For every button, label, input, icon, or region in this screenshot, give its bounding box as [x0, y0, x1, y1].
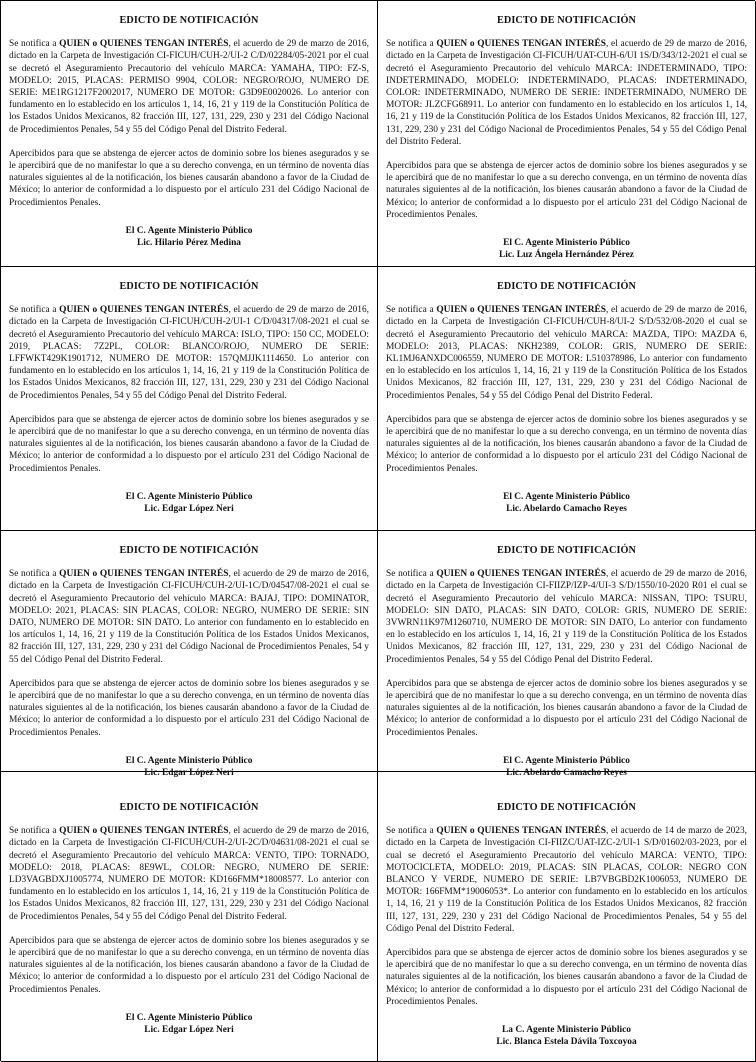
signer-name: Lic. Abelardo Camacho Reyes — [506, 768, 627, 779]
notice-4 — [378, 267, 756, 531]
notice-warning: Apercibidos para que se abstenga de ejercer actos de dominio sobre los bienes asegurados y se le apercibirá que de no manifestar lo que a su derecho convenga, en un término de noventa días naturales siguientes al de la notificación, los bienes causarán abandono a favor de la Ciudad de México; lo anterior de conformidad a lo dispuesto por el artículo 231 del Código Nacional de Procedimientos Penales. — [9, 935, 369, 995]
notice-warning: Apercibidos para que se abstenga de ejercer actos de dominio sobre los bienes asegurados y se le apercibirá que de no manifestar lo que a su derecho convenga, en un término de noventa días naturales siguientes al de la notificación, los bienes causarán abandono a favor de la Ciudad de México; lo anterior de conformidad a lo dispuesto por el artículo 231 del Código Nacional de Procedimientos Penales. — [386, 948, 747, 1007]
signer-name: Lic. Blanca Estela Dávila Toxcoyoa — [496, 1037, 637, 1048]
notice-body — [386, 304, 747, 402]
notice-warning: Apercibidos para que se abstenga de ejercer actos de dominio sobre los bienes asegurados y se le apercibirá que de no manifestar lo que a su derecho convenga, en un término de noventa días naturales siguientes al de la notificación, los bienes causarán abandono a favor de la Ciudad de México; lo anterior de conformidad a lo dispuesto por el artículo 231 del Código Nacional de Procedimientos Penales. — [386, 414, 747, 474]
notice-warning: Apercibidos para que se abstenga de ejercer actos de dominio sobre los bienes asegurados y se le apercibirá que de no manifestar lo que a su derecho convenga, en un término de noventa días naturales siguientes al de la notificación, los bienes causarán abandono a favor de la Ciudad de México; lo anterior de conformidad a lo dispuesto por el artículo 231 del Código Nacional de Procedimientos Penales. — [386, 161, 747, 220]
notice-lead: Se notifica a — [9, 569, 60, 580]
notice-warning: Apercibidos para que se abstenga de ejercer actos de dominio sobre los bienes asegurados y se le apercibirá que de no manifestar lo que a su derecho convenga, en un término de noventa días naturales siguientes al de la notificación, los bienes causarán abandono a favor de la Ciudad de México; lo anterior de conformidad a lo dispuesto por el artículo 231 del Código Nacional de Procedimientos Penales. — [9, 678, 369, 738]
signer-role: El C. Agente Ministerio Público — [503, 238, 630, 249]
signer-name: Lic. Luz Ángela Hernández Pérez — [499, 250, 634, 261]
signer-role: El C. Agente Ministerio Público — [125, 755, 253, 766]
notice-title: EDICTO DE NOTIFICACIÓN — [497, 15, 636, 26]
notice-lead: Se notifica a — [386, 39, 437, 50]
signer-name: Lic. Hilario Pérez Medina — [137, 238, 241, 249]
notice-text: , el acuerdo de 29 de marzo de 2016, dictado en la Carpeta de Investigación CI-FIIZP/IZP-4/UI-3 S/D/1550/10-2020 R01 el cual se decretó el Aseguramiento Precautorio del vehículo MARCA: NISSAN, TIPO: TSURU, MODELO: SIN DATO, PLACAS: SIN DATO, COLOR: GRIS, NUMERO DE SERIE: 3VWRN11K97M1260710, NUMERO DE MOTOR: SIN DATO, Lo anterior con fundamento en lo establecido en los artículos 1, 14, 16, 21 y 119 de la Constitución Política de los Estados Unidos Mexicanos, 82 fracción III, 127, 131, 229, 230 y 231 del Código Nacional de Procedimientos Penales, 54 y 55 del Código Penal del Distrito Federal. — [386, 569, 747, 665]
notice-5 — [1, 531, 378, 779]
notice-signature — [386, 1024, 747, 1048]
notice-lead: Se notifica a — [9, 39, 60, 50]
notice-title: EDICTO DE NOTIFICACIÓN — [497, 802, 636, 813]
notice-text: , el acuerdo de 29 de marzo de 2016, dictado en la Carpeta de Investigación CI-FICUH/CUH-2/UI-2 C/D/02284/05-2021 por el cual se decretó el Aseguramiento Precautorio del vehículo MARCA: YAMAHA, TIPO: FZ-S, MODELO: 2015, PLACAS: PERMISO 9904, COLOR: NEGRO/ROJO, NUMERO DE SERIE: ME1RG1217F2002017, NUMERO DE MOTOR: G3D9E0020026. Lo anterior con fundamento en lo establecido en los artículos 1, 14, 16, 21 y 119 de la Constitución Política de los Estados Unidos Mexicanos, 82 fracción III, 127, 131, 229, 230 y 231 del Código Nacional de Procedimientos Penales, 54 y 55 del Código Penal del Distrito Federal. — [9, 39, 369, 135]
notice-party: QUIEN o QUIENES TENGAN INTERÉS — [436, 826, 606, 837]
notice-party: QUIEN o QUIENES TENGAN INTERÉS — [59, 826, 229, 837]
notice-party: QUIEN o QUIENES TENGAN INTERÉS — [436, 569, 606, 580]
notice-party: QUIEN o QUIENES TENGAN INTERÉS — [436, 39, 606, 50]
notice-body — [9, 38, 369, 136]
notice-1 — [1, 1, 378, 267]
notice-lead: Se notifica a — [9, 826, 60, 837]
signer-role: El C. Agente Ministerio Público — [125, 225, 253, 236]
notice-text: , el acuerdo de 14 de marzo de 2023, dictado en la Carpeta de Investigación CI-FIIZC/UAT-IZC-2/UI-1 S/D/01602/03-2023, por el cual se decretó el Aseguramiento Precautorio del vehículo MARCA: VENTO, TIPO: MOTOCICLETA, MODELO: 2019, PLACAS: SIN PLACAS, COLOR: NEGRO CON BLANCO Y VERDE, NUMERO DE SERIE: LB7VBGBD2K1006053, NUMERO DE MOTOR: 166FMM*19006053*. Lo anterior con fundamento en lo establecido en los artículos 1, 14, 16, 21 y 119 de la Constitución Política de los Estados Unidos Mexicanos, 82 fracción III, 127, 131, 229, 230 y 231 del Código Nacional de Procedimientos Penales, 54 y 55 del Código Penal del Distrito Federal. — [386, 826, 747, 934]
notice-8 — [378, 772, 756, 1062]
notice-body — [9, 304, 369, 402]
notice-lead: Se notifica a — [386, 826, 437, 837]
notice-3 — [1, 267, 378, 531]
notice-lead: Se notifica a — [386, 305, 437, 316]
notice-signature — [386, 491, 747, 515]
notice-body — [386, 38, 747, 148]
notice-2 — [378, 1, 756, 267]
signer-name: Lic. Edgar López Neri — [144, 504, 234, 515]
notice-body — [9, 825, 369, 923]
signer-role: El C. Agente Ministerio Público — [503, 755, 630, 766]
notice-lead: Se notifica a — [9, 305, 60, 316]
notice-text: , el acuerdo de 29 de marzo de 2016, dictado en la Carpeta de Investigación CI-FICUH/CUH-8/UI-2 S/D/532/08-2020 el cual se decretó el Aseguramiento Precautorio del vehículo MARCA: MAZDA, TIPO: MAZDA 6, MODELO: 2013, PLACAS: NKH2389, COLOR: GRIS, NUMERO DE SERIE: KL1MJ6ANXDC006559, NUMERO DE MOTOR: L510378986, Lo anterior con fundamento en lo establecido en los artículos 1, 14, 16, 21 y 119 de la Constitución Política de los Estados Unidos Mexicanos, 82 fracción III, 127, 131, 229, 230 y 231 del Código Nacional de Procedimientos Penales, 54 y 55 del Código Penal del Distrito Federal. — [386, 305, 747, 401]
notice-body — [9, 568, 369, 666]
notice-party: QUIEN o QUIENES TENGAN INTERÉS — [436, 305, 606, 316]
notice-text: , el acuerdo de 29 de marzo de 2016, dictado en la Carpeta de Investigación CI-FICUH/UAT-CUH-6/UI 1S/D/343/12-2021 el cual se decretó el Aseguramiento Precautorio del vehículo MARCA: INDETERMINADO, TIPO: INDETERMINADO, MODELO: INDETERMINADO, PLACAS: INDETERMINADO, COLOR: INDETERMINADO, NUMERO DE SERIE: INDETERMINADO, NUMERO DE MOTOR: JLZCFG68911. Lo anterior con fundamento en lo establecido en los artículos 1, 14, 16, 21 y 119 de la Constitución Política de los Estados Unidos Mexicanos, 82 fracción III, 127, 131, 229, 230 y 231 del Código Nacional de Procedimientos Penales, 54 y 55 del Código Penal del Distrito Federal. — [386, 39, 747, 147]
notice-body — [386, 568, 747, 666]
notice-title: EDICTO DE NOTIFICACIÓN — [119, 281, 259, 292]
notice-title: EDICTO DE NOTIFICACIÓN — [119, 802, 259, 813]
notice-text: , el acuerdo de 29 de marzo de 2016, dictado en la Carpeta de Investigación CI-FICUH/CUH-2/UI-1 C/D/04317/08-2021 el cual se decretó el Aseguramiento Precautorio del vehículo MARCA: ISLO, TIPO: 150 CC, MODELO: 2019, PLACAS: 7Z2PL, COLOR: BLANCO/ROJO, NUMERO DE SERIE: LFFWKT429K1901712, NUMERO DE MOTOR: 157QMJJK1114650. Lo anterior con fundamento en lo establecido en los artículos 1, 14, 16, 21 y 119 de la Constitución Política de los Estados Unidos Mexicanos, 82 fracción III, 127, 131, 229, 230 y 231 del Código Nacional de Procedimientos Penales, 54 y 55 del Código Penal del Distrito Federal. — [9, 305, 369, 401]
signer-role: La C. Agente Ministerio Público — [502, 1025, 631, 1036]
signer-role: El C. Agente Ministerio Público — [503, 491, 630, 502]
signer-role: El C. Agente Ministerio Público — [125, 1012, 253, 1023]
notice-party: QUIEN o QUIENES TENGAN INTERÉS — [59, 569, 229, 580]
notice-6 — [378, 531, 756, 779]
notice-party: QUIEN o QUIENES TENGAN INTERÉS — [59, 39, 229, 50]
notice-signature — [9, 1012, 369, 1036]
notice-warning: Apercibidos para que se abstenga de ejercer actos de dominio sobre los bienes asegurados y se le apercibirá que de no manifestar lo que a su derecho convenga, en un término de noventa días naturales siguientes al de la notificación, los bienes causarán abandono a favor de la Ciudad de México; lo anterior de conformidad a lo dispuesto por el artículo 231 del Código Nacional de Procedimientos Penales. — [9, 414, 369, 474]
notice-title: EDICTO DE NOTIFICACIÓN — [497, 545, 636, 556]
notice-signature — [9, 491, 369, 515]
signer-name: Lic. Edgar López Neri — [144, 1025, 234, 1036]
notice-body — [386, 825, 747, 935]
notice-signature — [9, 225, 369, 249]
notice-signature — [386, 237, 747, 261]
notice-7 — [1, 772, 378, 1062]
notice-lead: Se notifica a — [386, 569, 437, 580]
notice-title: EDICTO DE NOTIFICACIÓN — [497, 281, 636, 292]
signer-role: El C. Agente Ministerio Público — [125, 491, 253, 502]
notice-text: , el acuerdo de 29 de marzo de 2016, dictado en la Carpeta de Investigación CI-FICUH/CUH-2/UI-2C/D/04631/08-2021 el cual se decretó el Aseguramiento Precautorio del vehículo MARCA: VENTO, TIPO: TORNADO, MODELO: 2018, PLACAS: 8E9WL, COLOR: NEGRO, NUMERO DE SERIE: LD3VAGBDXJ1005774, NUMERO DE MOTOR: KD166FMM*18008577. Lo anterior con fundamento en lo establecido en los artículos 1, 14, 16, 21 y 119 de la Constitución Política de los Estados Unidos Mexicanos, 82 fracción III, 127, 131, 229, 230 y 231 del Código Nacional de Procedimientos Penales, 54 y 55 del Código Penal del Distrito Federal. — [9, 826, 369, 922]
notice-party: QUIEN o QUIENES TENGAN INTERÉS — [59, 305, 229, 316]
notice-title: EDICTO DE NOTIFICACIÓN — [119, 15, 259, 26]
notice-warning: Apercibidos para que se abstenga de ejercer actos de dominio sobre los bienes asegurados y se le apercibirá que de no manifestar lo que a su derecho convenga, en un término de noventa días naturales siguientes al de la notificación, los bienes causarán abandono a favor de la Ciudad de México; lo anterior de conformidad a lo dispuesto por el artículo 231 del Código Nacional de Procedimientos Penales. — [386, 678, 747, 738]
signer-name: Lic. Edgar López Neri — [144, 768, 234, 779]
signer-name: Lic. Abelardo Camacho Reyes — [506, 504, 627, 515]
notice-title: EDICTO DE NOTIFICACIÓN — [119, 545, 259, 556]
notice-text: , el acuerdo de 29 de marzo de 2016, dictado en la Carpeta de Investigación CI-FICUH/CUH-2/UI-1C/D/04547/08-2021 el cual se decretó el Aseguramiento Precautorio del vehículo MARCA: BAJAJ, TIPO: DOMINATOR, MODELO: 2021, PLACAS: SIN PLACAS, COLOR: NEGRO, NUMERO DE SERIE: SIN DATO, NUMERO DE MOTOR: SIN DATO. Lo anterior con fundamento en lo establecido en los artículos 1, 14, 16, 21 y 119 de la Constitución Política de los Estados Unidos Mexicanos, 82 fracción III, 127, 131, 229, 230 y 231 del Código Nacional de Procedimientos Penales, 54 y 55 del Código Penal del Distrito Federal. — [9, 569, 369, 665]
notice-warning: Apercibidos para que se abstenga de ejercer actos de dominio sobre los bienes asegurados y se le apercibirá que de no manifestar lo que a su derecho convenga, en un término de noventa días naturales siguientes al de la notificación, los bienes causarán abandono a favor de la Ciudad de México; lo anterior de conformidad a lo dispuesto por el artículo 231 del Código Nacional de Procedimientos Penales. — [9, 148, 369, 208]
